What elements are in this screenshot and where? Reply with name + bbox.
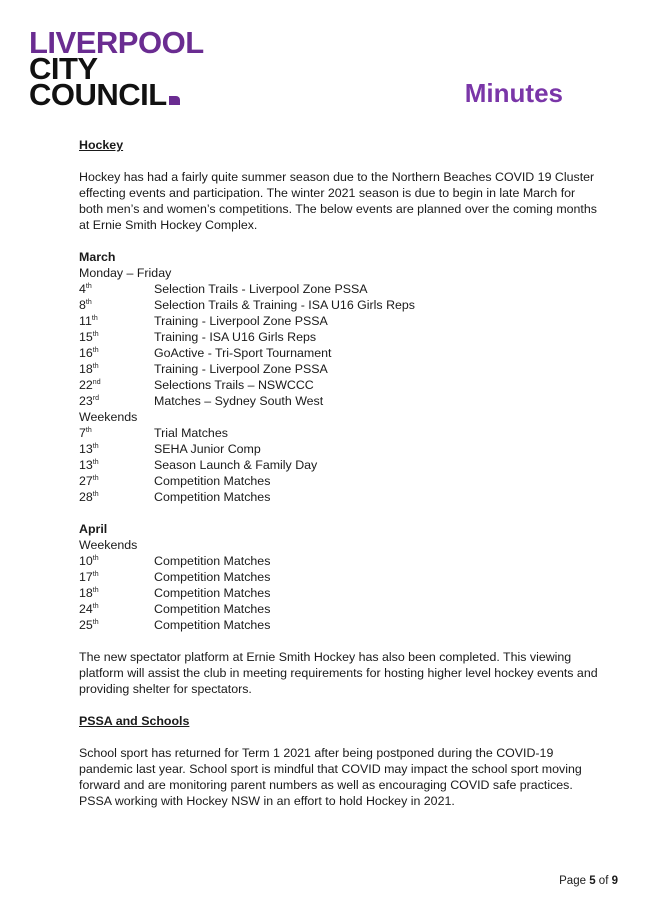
schedule-day-suffix: th	[92, 331, 99, 338]
schedule-day-suffix: th	[92, 347, 99, 354]
document-title: Minutes	[464, 78, 563, 108]
schedule-day: 24	[79, 602, 93, 616]
schedule-day-suffix: rd	[92, 395, 100, 402]
schedule-date	[79, 313, 154, 329]
schedule-date	[79, 569, 154, 585]
schedule-row	[79, 377, 599, 393]
schedule-day: 16	[79, 346, 93, 360]
schedule-day: 15	[79, 330, 93, 344]
schedule-date	[79, 345, 154, 361]
schedule-row	[79, 617, 599, 633]
march-label: March	[79, 250, 116, 264]
schedule-date	[79, 585, 154, 601]
schedule-day-suffix: th	[92, 587, 99, 594]
schedule-row	[79, 329, 599, 345]
schedule-day-suffix: th	[85, 299, 92, 306]
logo-line-council-wrap	[29, 77, 204, 112]
current-page: 5	[589, 875, 596, 887]
schedule-date	[79, 601, 154, 617]
schedule-day: 8	[79, 298, 86, 312]
schedule-day-suffix: th	[85, 283, 92, 290]
march-weekend-list	[79, 425, 599, 505]
april-weekend-list	[79, 553, 599, 633]
schedule-day-suffix: th	[92, 475, 99, 482]
schedule-date	[79, 393, 154, 409]
schedule-event: Trial Matches	[154, 426, 228, 440]
logo-line-liverpool: LIVERPOOL	[29, 25, 204, 60]
schedule-date	[79, 457, 154, 473]
council-logo	[29, 25, 204, 112]
hockey-intro-paragraph: Hockey has had a fairly quite summer season due to the Northern Beaches COVID 19 Cluster effecting events and participation. The winter 2021 season is due to begin in late March for both men’s and women’s competitions. The below events are planned over the coming months at Ernie Smith Hockey Complex.	[79, 170, 597, 232]
schedule-date	[79, 473, 154, 489]
schedule-event: Competition Matches	[154, 570, 271, 584]
of-word: of	[598, 875, 609, 887]
pssa-heading: PSSA and Schools	[79, 714, 190, 728]
schedule-date	[79, 361, 154, 377]
schedule-day-suffix: th	[92, 571, 99, 578]
schedule-day: 13	[79, 442, 93, 456]
schedule-date	[79, 553, 154, 569]
schedule-day-suffix: th	[92, 363, 99, 370]
schedule-row	[79, 297, 599, 313]
document-body	[79, 137, 599, 809]
schedule-date	[79, 617, 154, 633]
schedule-event: Training - Liverpool Zone PSSA	[154, 362, 328, 376]
schedule-day: 23	[79, 394, 93, 408]
schedule-row	[79, 361, 599, 377]
schedule-row	[79, 425, 599, 441]
schedule-event: Competition Matches	[154, 602, 271, 616]
schedule-day: 11	[79, 314, 92, 328]
logo-line-council: COUNCIL	[29, 77, 167, 112]
logo-line-city: CITY	[29, 51, 98, 86]
schedule-row	[79, 473, 599, 489]
schedule-row	[79, 281, 599, 297]
schedule-date	[79, 329, 154, 345]
schedule-day-suffix: th	[92, 459, 99, 466]
schedule-row	[79, 585, 599, 601]
schedule-date	[79, 441, 154, 457]
schedule-event: Training - Liverpool Zone PSSA	[154, 314, 328, 328]
schedule-row	[79, 553, 599, 569]
schedule-day-suffix: th	[85, 427, 92, 434]
pssa-paragraph: School sport has returned for Term 1 2021 after being postponed during the COVID-19 pandemic last year. School sport is mindful that COVID may impact the school sport moving forward and are monitoring parent numbers as well as encouraging COVID safe practices. PSSA working with Hockey NSW in an effort to hold Hockey in 2021.	[79, 746, 582, 808]
schedule-day: 25	[79, 618, 93, 632]
schedule-event: Selections Trails – NSWCCC	[154, 378, 314, 392]
schedule-event: GoActive - Tri-Sport Tournament	[154, 346, 332, 360]
schedule-row	[79, 345, 599, 361]
march-weekend-label: Weekends	[79, 410, 138, 424]
schedule-day-suffix: nd	[92, 379, 101, 386]
april-label: April	[79, 522, 108, 536]
schedule-event: Competition Matches	[154, 474, 271, 488]
schedule-day: 18	[79, 362, 93, 376]
schedule-day: 13	[79, 458, 93, 472]
schedule-row	[79, 313, 599, 329]
page-number	[559, 875, 618, 887]
schedule-day-suffix: th	[92, 619, 99, 626]
schedule-day-suffix: th	[92, 555, 99, 562]
schedule-date	[79, 297, 154, 313]
schedule-day: 7	[79, 426, 86, 440]
platform-paragraph: The new spectator platform at Ernie Smith Hockey has also been completed. This viewing platform will assist the club in meeting requirements for hosting higher level hockey events and providing shelter for spectators.	[79, 650, 598, 696]
schedule-row	[79, 601, 599, 617]
schedule-day: 18	[79, 586, 93, 600]
page-word: Page	[559, 875, 586, 887]
logo-mark-icon	[169, 96, 180, 105]
schedule-day-suffix: th	[92, 491, 99, 498]
schedule-day: 10	[79, 554, 93, 568]
april-weekend-label: Weekends	[79, 538, 138, 552]
march-weekday-list	[79, 281, 599, 409]
schedule-event: Selection Trails & Training - ISA U16 Girls Reps	[154, 298, 415, 312]
schedule-date	[79, 425, 154, 441]
schedule-day: 4	[79, 282, 86, 296]
schedule-event: Competition Matches	[154, 586, 271, 600]
schedule-row	[79, 457, 599, 473]
march-weekday-label: Monday – Friday	[79, 266, 172, 280]
schedule-event: Training - ISA U16 Girls Reps	[154, 330, 317, 344]
schedule-event: Competition Matches	[154, 490, 271, 504]
schedule-day: 27	[79, 474, 93, 488]
schedule-day: 28	[79, 490, 93, 504]
schedule-day: 22	[79, 378, 93, 392]
schedule-day: 17	[79, 570, 93, 584]
schedule-day-suffix: th	[92, 603, 99, 610]
schedule-day-suffix: th	[92, 443, 99, 450]
schedule-date	[79, 281, 154, 297]
hockey-heading: Hockey	[79, 138, 124, 152]
schedule-event: Season Launch & Family Day	[154, 458, 318, 472]
schedule-row	[79, 489, 599, 505]
schedule-event: Competition Matches	[154, 618, 271, 632]
schedule-row	[79, 441, 599, 457]
schedule-event: Competition Matches	[154, 554, 271, 568]
total-pages: 9	[611, 875, 618, 887]
schedule-day-suffix: th	[91, 315, 98, 322]
schedule-event: Selection Trails - Liverpool Zone PSSA	[154, 282, 368, 296]
schedule-event: Matches – Sydney South West	[154, 394, 324, 408]
schedule-date	[79, 489, 154, 505]
schedule-row	[79, 569, 599, 585]
schedule-event: SEHA Junior Comp	[154, 442, 261, 456]
schedule-row	[79, 393, 599, 409]
schedule-date	[79, 377, 154, 393]
